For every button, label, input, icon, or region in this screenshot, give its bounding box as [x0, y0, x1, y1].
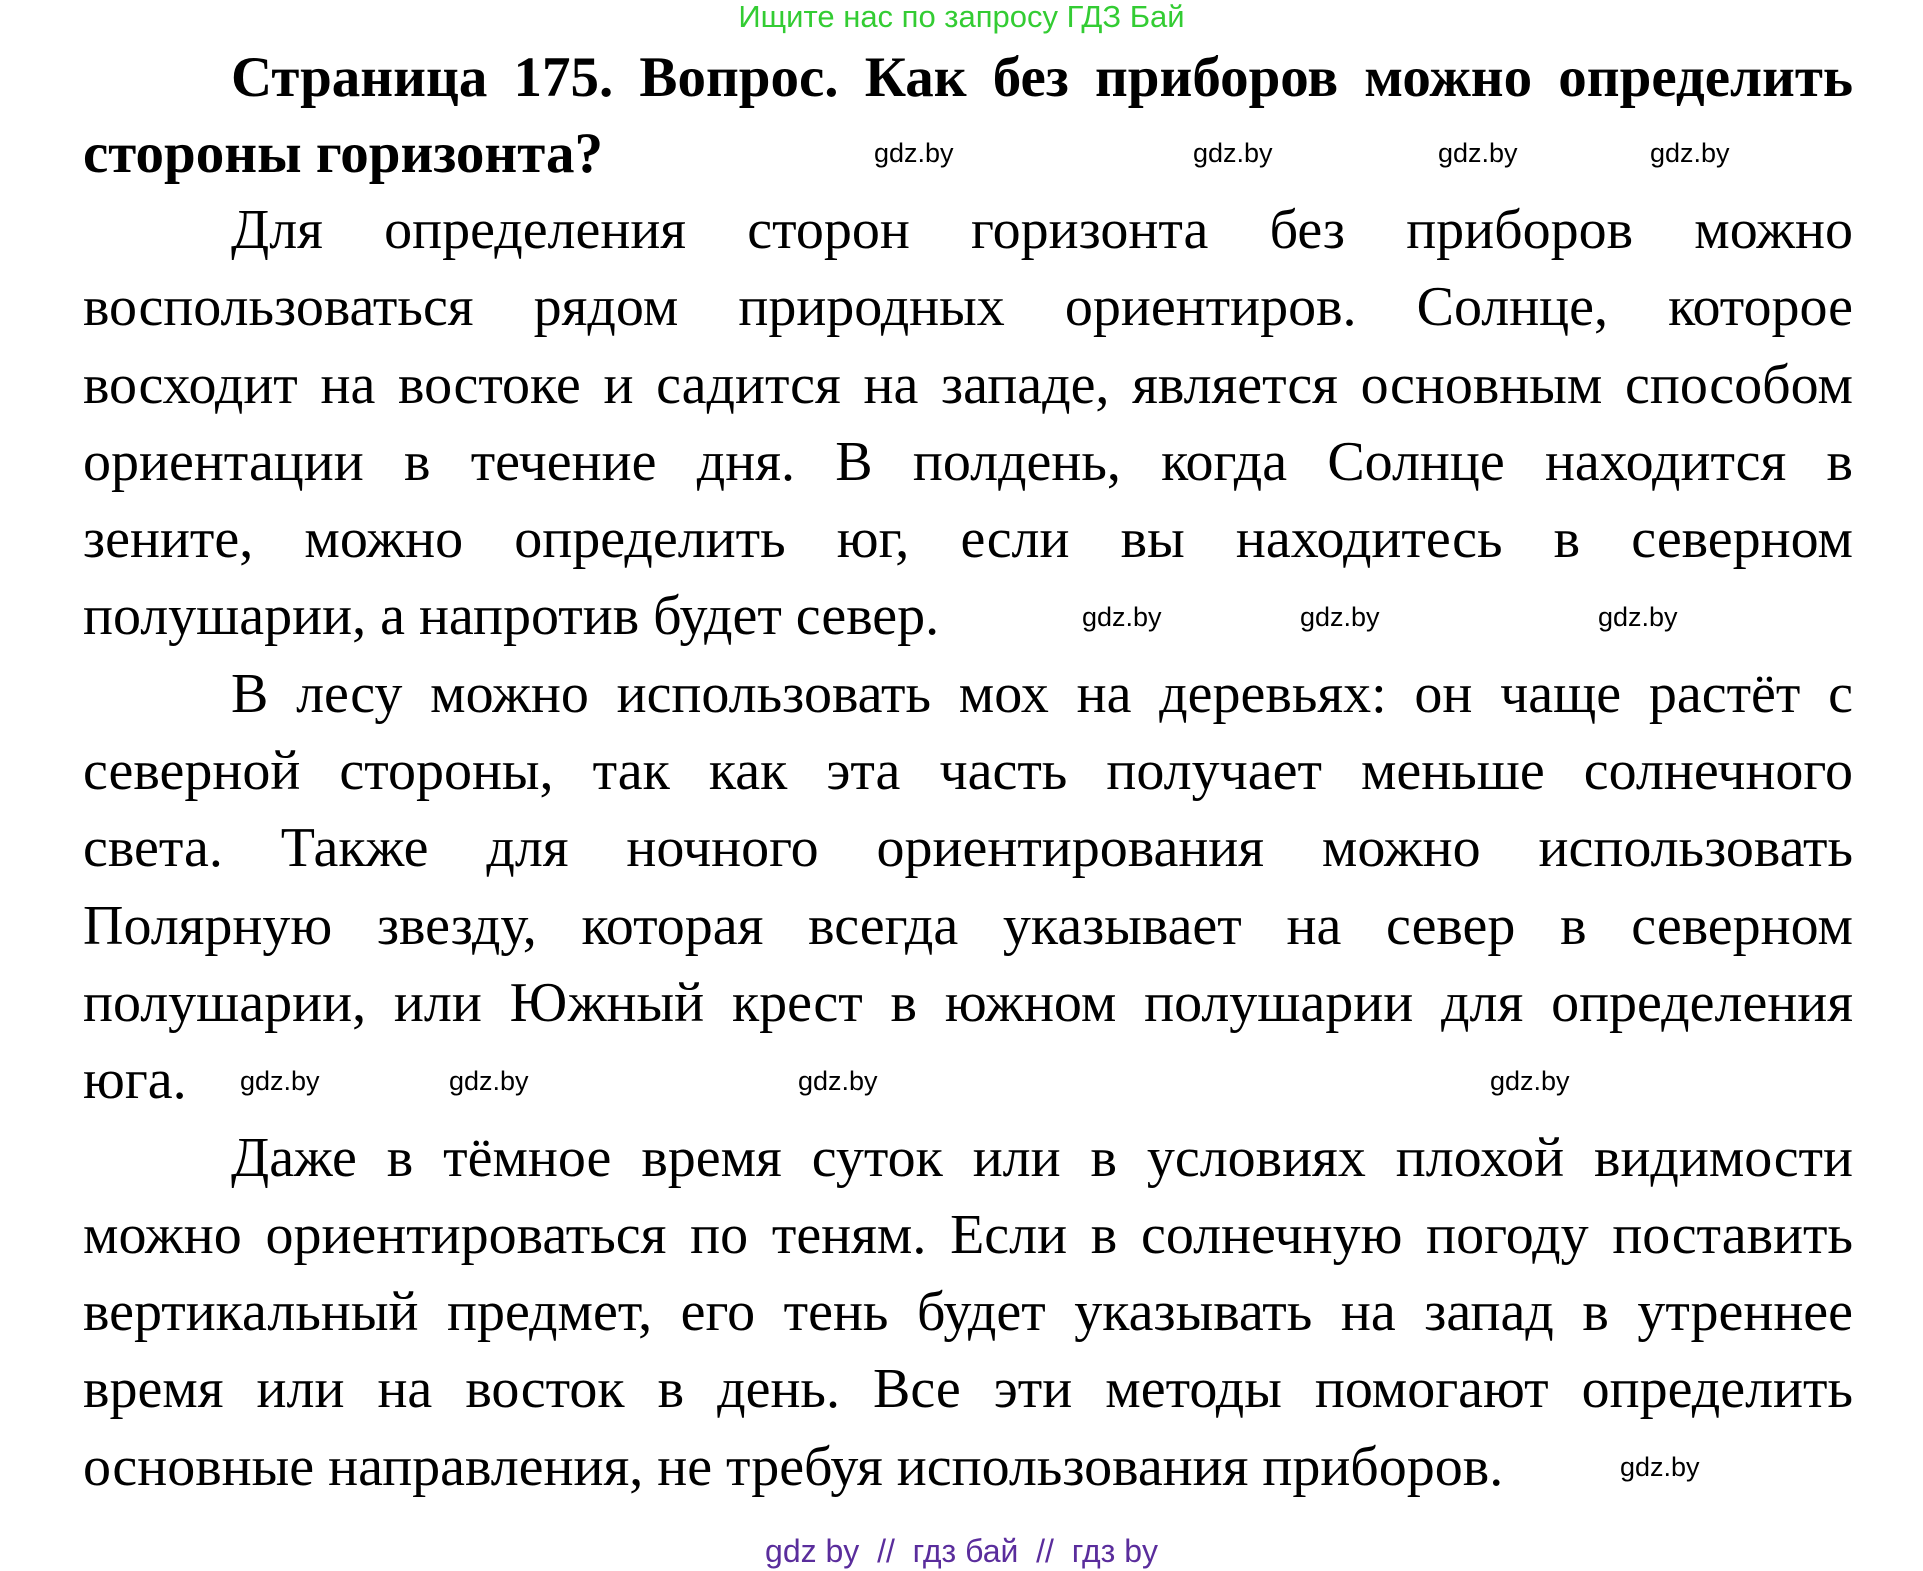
footer-links: gdz by // гдз бай // гдз by — [765, 1533, 1158, 1569]
text-line: ориентации в течение дня. В полдень, когда Солнце находится в — [83, 430, 1853, 493]
watermark: gdz.by — [240, 1066, 320, 1096]
watermark: gdz.by — [449, 1066, 529, 1096]
watermark: gdz.by — [1650, 138, 1730, 168]
text-line: Даже в тёмное время суток или в условиях плохой видимости — [231, 1126, 1853, 1189]
text-line: Полярную звезду, которая всегда указывает на север в северном — [83, 894, 1853, 957]
watermark: gdz.by — [1490, 1066, 1570, 1096]
text-line: В лесу можно использовать мох на деревьях: он чаще растёт с — [231, 662, 1853, 725]
text-line: вертикальный предмет, его тень будет указывать на запад в утреннее — [83, 1281, 1853, 1344]
watermark: gdz.by — [1193, 138, 1273, 168]
question-title-line-2: стороны горизонта? — [83, 122, 603, 185]
watermark: gdz.by — [1300, 602, 1380, 632]
text-line: северной стороны, так как эта часть получает меньше солнечного — [83, 740, 1853, 803]
watermark: gdz.by — [1598, 602, 1678, 632]
watermark: gdz.by — [1620, 1452, 1700, 1482]
text-line: света. Также для ночного ориентирования можно использовать — [83, 817, 1853, 880]
watermark: gdz.by — [1082, 602, 1162, 632]
watermark: gdz.by — [874, 138, 954, 168]
text-line: восходит на востоке и садится на западе, является основным способом — [83, 353, 1853, 416]
text-line: основные направления, не требуя использования приборов. — [83, 1435, 1504, 1498]
text-line: воспользоваться рядом природных ориентиров. Солнце, которое — [83, 276, 1853, 339]
text-line: полушарии, или Южный крест в южном полушарии для определения — [83, 971, 1853, 1034]
text-line: Для определения сторон горизонта без приборов можно — [231, 199, 1853, 261]
paragraph-1 — [83, 192, 1853, 656]
answer-content — [83, 40, 1853, 1506]
text-line: время или на восток в день. Все эти методы помогают определить — [83, 1358, 1853, 1421]
text-line: можно ориентироваться по теням. Если в солнечную погоду поставить — [83, 1203, 1853, 1266]
paragraph-3 — [83, 1120, 1853, 1506]
search-hint-banner: Ищите нас по запросу ГДЗ Бай — [738, 0, 1185, 34]
question-title-line-1: Страница 175. Вопрос. Как без приборов можно определить — [231, 46, 1853, 109]
watermark: gdz.by — [798, 1066, 878, 1096]
text-line: зените, можно определить юг, если вы находитесь в северном — [83, 508, 1853, 571]
text-line: полушарии, а напротив будет север. — [83, 585, 940, 648]
paragraph-2 — [83, 656, 1853, 1120]
text-line: юга. — [83, 1049, 187, 1112]
watermark: gdz.by — [1438, 138, 1518, 168]
